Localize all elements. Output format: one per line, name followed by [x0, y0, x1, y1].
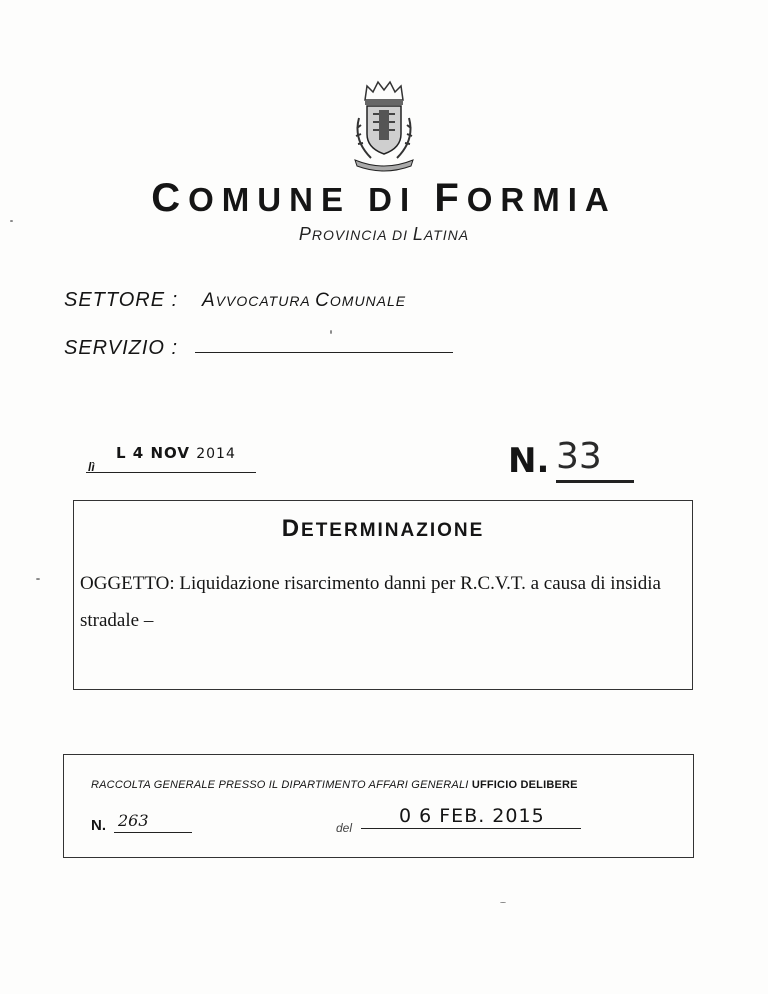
- province-subtitle: PROVINCIA DI LATINA: [298, 224, 470, 244]
- coat-of-arms-icon: [345, 78, 423, 174]
- del-underline: [361, 828, 581, 829]
- handwritten-number: 33: [556, 436, 602, 477]
- del-label: del: [336, 821, 353, 835]
- servizio-blank-line: [195, 352, 453, 353]
- number-underline: [556, 480, 634, 483]
- stamp-mark-icon: L: [116, 444, 127, 462]
- date-underline: [86, 472, 256, 473]
- date-stamp: L 4 NOV 2014: [116, 444, 236, 462]
- oggetto-text: OGGETTO: Liquidazione risarcimento danni per R.C.V.T. a causa di insidia stradale –: [80, 573, 661, 631]
- settore-value: AVVOCATURA COMUNALE: [202, 290, 407, 311]
- del-date-stamp: 0 6 FEB. 2015: [399, 805, 545, 827]
- raccolta-number-label: N.: [91, 817, 106, 834]
- scan-speck: [330, 330, 332, 334]
- raccolta-number-underline: [114, 832, 192, 833]
- determinazione-title: DETERMINAZIONE: [281, 515, 485, 542]
- raccolta-box: [63, 754, 694, 858]
- servizio-label: SERVIZIO :: [64, 337, 179, 359]
- determinazione-box: [73, 500, 693, 690]
- municipality-title: COMUNE DI FORMIA: [151, 176, 617, 220]
- date-prefix: lì: [88, 460, 95, 474]
- scan-speck: [500, 902, 506, 903]
- scan-speck: [10, 220, 13, 222]
- raccolta-handwritten-number: 263: [118, 811, 149, 830]
- scan-speck: [36, 578, 40, 580]
- settore-label: SETTORE :: [64, 289, 179, 311]
- raccolta-header: RACCOLTA GENERALE PRESSO IL DIPARTIMENTO AFFARI GENERALI UFFICIO DELIBERE: [91, 779, 578, 791]
- number-label: N.: [508, 441, 550, 481]
